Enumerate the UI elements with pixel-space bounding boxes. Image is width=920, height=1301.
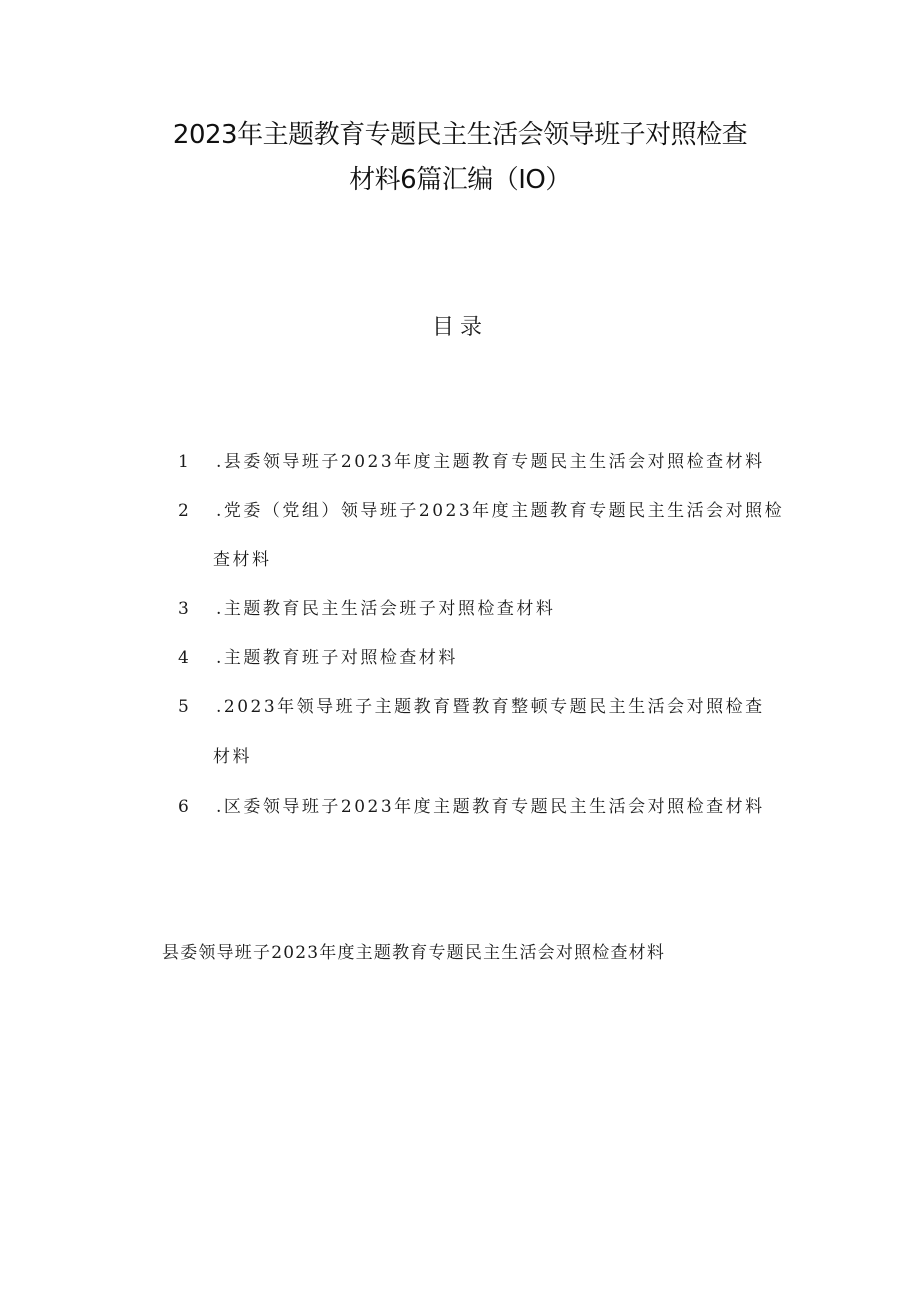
toc-item-text: .党委（党组）领导班子2023年度主题教育专题民主生活会对照检 (216, 501, 785, 521)
toc-item-5-continuation: 材料 (213, 747, 252, 767)
toc-item-text: .主题教育班子对照检查材料 (216, 648, 458, 668)
toc-item-text: .县委领导班子2023年度主题教育专题民主生活会对照检查材料 (216, 452, 765, 472)
toc-item-number: 4 (178, 648, 192, 668)
section-heading: 县委领导班子2023年度主题教育专题民主生活会对照检查材料 (162, 943, 666, 963)
toc-item-4 (178, 633, 798, 683)
toc-item-number: 1 (178, 452, 192, 472)
toc-item-2 (178, 486, 798, 536)
toc-item-5 (178, 682, 798, 732)
toc-item-text: .主题教育民主生活会班子对照检查材料 (216, 599, 556, 619)
toc-item-3 (178, 584, 798, 634)
toc-heading: 目录 (431, 315, 488, 340)
toc-item-text: .2023年领导班子主题教育暨教育整顿专题民主生活会对照检查 (216, 697, 765, 717)
toc-item-text: .区委领导班子2023年度主题教育专题民主生活会对照检查材料 (216, 797, 765, 817)
toc-item-number: 6 (178, 797, 192, 817)
toc-item-number: 3 (178, 599, 192, 619)
toc-item-number: 2 (178, 501, 192, 521)
toc-item-1 (178, 437, 798, 487)
toc-item-number: 5 (178, 697, 192, 717)
toc-item-6 (178, 782, 798, 832)
document-title-line1: 2023年主题教育专题民主生活会领导班子对照检查 (172, 120, 748, 150)
document-title-line2: 材料6篇汇编（IO） (349, 165, 571, 195)
toc-item-2-continuation: 查材料 (213, 550, 272, 570)
